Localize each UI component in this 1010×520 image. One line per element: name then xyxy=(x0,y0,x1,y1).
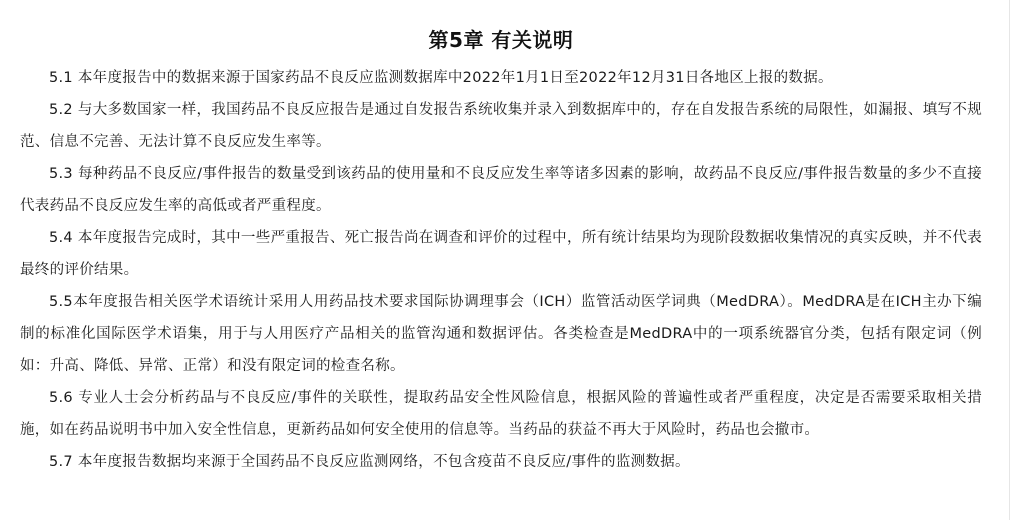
paragraph-5-5: 5.5本年度报告相关医学术语统计采用人用药品技术要求国际协调理事会（ICH）监管活动医学词典（MedDRA）。MedDRA是在ICH主办下编制的标准化国际医学术语集，用于与人用医疗产品相关的监管沟通和数据评估。各类检查是MedDRA中的一项系统器官分类，包括有限定词（例如：升高、降低、异常、正常）和没有限定词的检查名称。 xyxy=(20,294,982,374)
paragraph-5-7: 5.7 本年度报告数据均来源于全国药品不良反应监测网络，不包含疫苗不良反应/事件的监测数据。 xyxy=(49,454,690,470)
paragraph-5-2: 5.2 与大多数国家一样，我国药品不良反应报告是通过自发报告系统收集并录入到数据库中的，存在自发报告系统的局限性，如漏报、填写不规范、信息不完善、无法计算不良反应发生率等。 xyxy=(20,102,982,150)
chapter-heading: 第5章 有关说明 xyxy=(428,28,574,52)
paragraph-5-4: 5.4 本年度报告完成时，其中一些严重报告、死亡报告尚在调查和评价的过程中，所有统计结果均为现阶段数据收集情况的真实反映，并不代表最终的评价结果。 xyxy=(20,230,982,278)
paragraph-5-6: 5.6 专业人士会分析药品与不良反应/事件的关联性，提取药品安全性风险信息，根据风险的普遍性或者严重程度，决定是否需要采取相关措施，如在药品说明书中加入安全性信息，更新药品如何安全使用的信息等。当药品的获益不再大于风险时，药品也会撤市。 xyxy=(20,390,982,438)
paragraph-5-3: 5.3 每种药品不良反应/事件报告的数量受到该药品的使用量和不良反应发生率等诸多因素的影响，故药品不良反应/事件报告数量的多少不直接代表药品不良反应发生率的高低或者严重程度。 xyxy=(20,166,982,214)
paragraph-5-1: 5.1 本年度报告中的数据来源于国家药品不良反应监测数据库中2022年1月1日至2022年12月31日各地区上报的数据。 xyxy=(49,70,833,86)
